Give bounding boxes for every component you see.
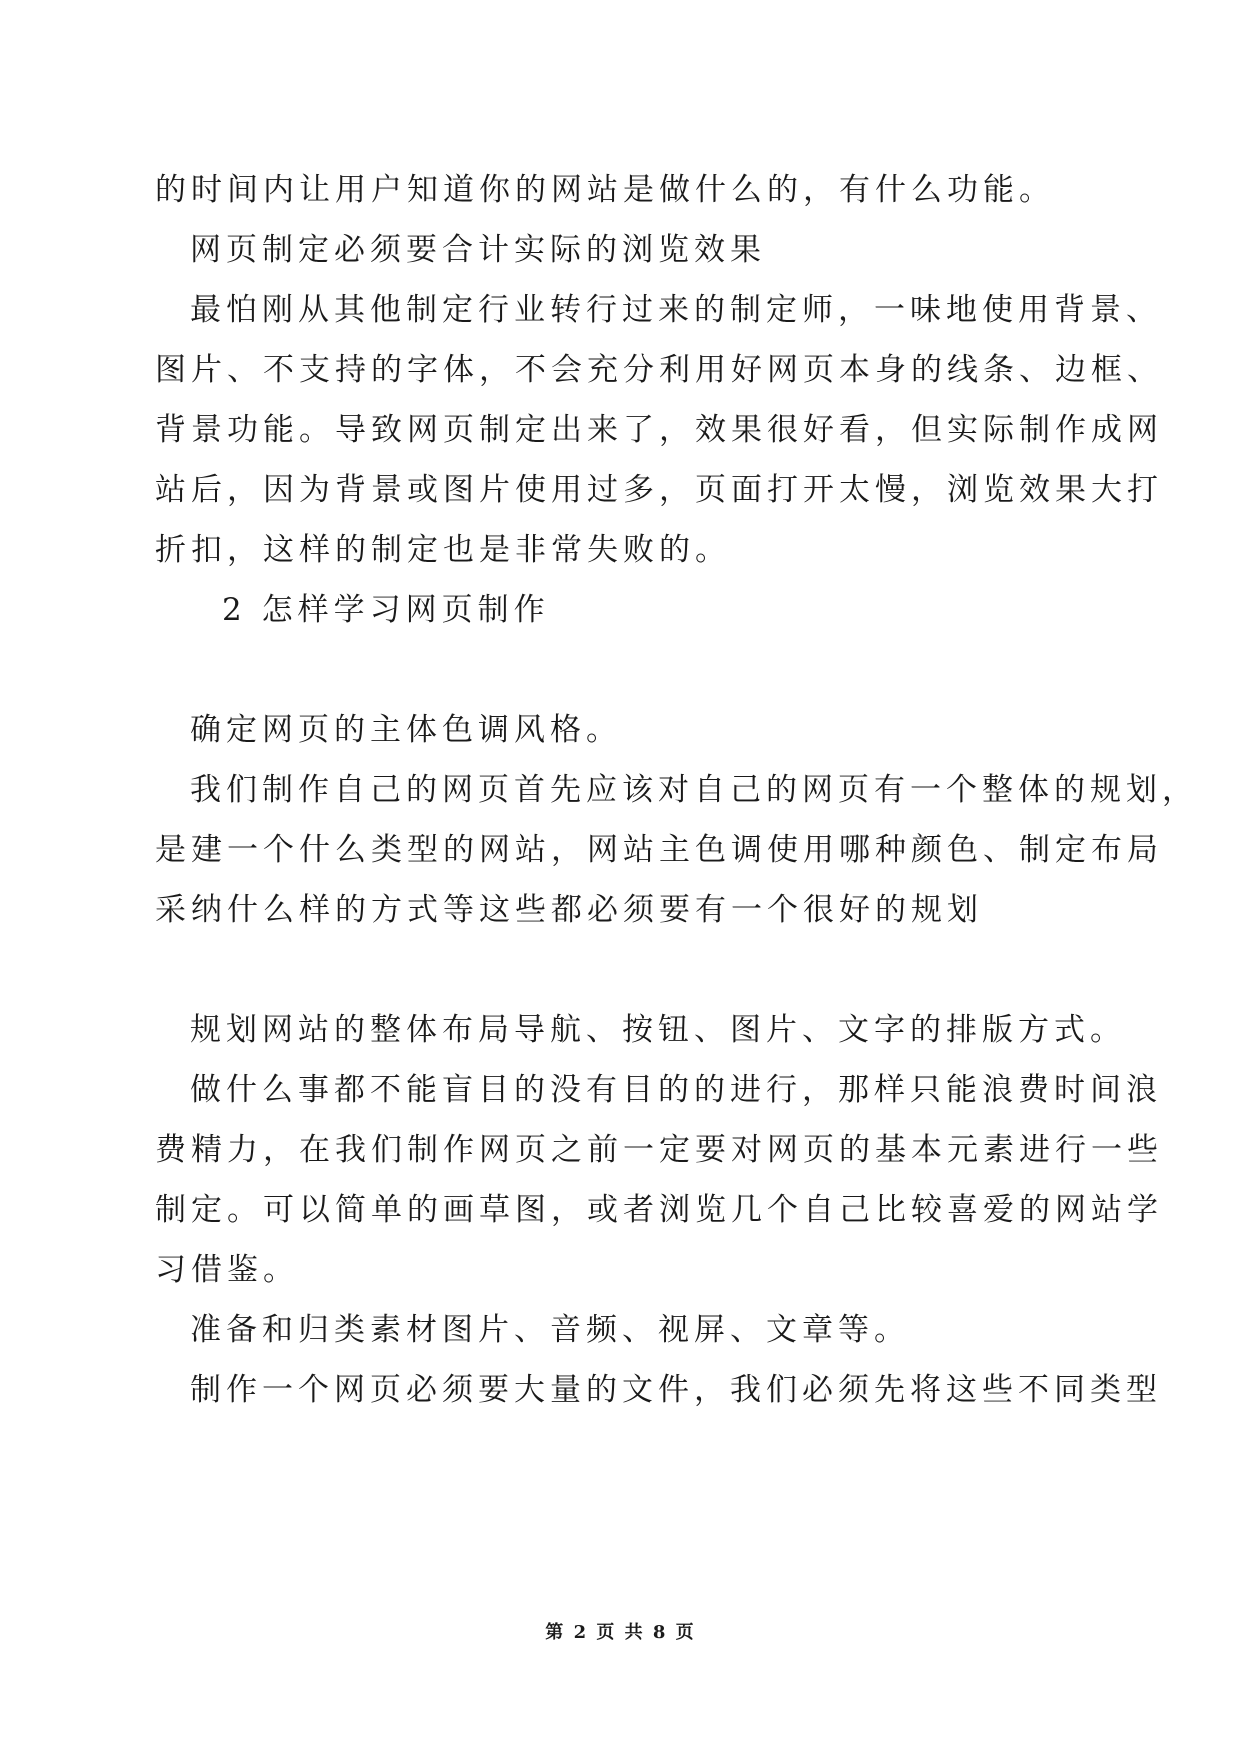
- paragraph-heading: 规划网站的整体布局导航、按钮、图片、文字的排版方式。: [190, 1012, 1126, 1048]
- section-heading: 2 怎样学习网页制作: [222, 592, 550, 628]
- body-text-line: 图片、不支持的字体，不会充分利用好网页本身的线条、边框、: [155, 352, 1163, 388]
- paragraph-heading: 网页制定必须要合计实际的浏览效果: [190, 232, 766, 268]
- paragraph-heading: 准备和归类素材图片、音频、视屏、文章等。: [190, 1312, 910, 1348]
- body-text-line: 最怕刚从其他制定行业转行过来的制定师，一味地使用背景、: [190, 292, 1162, 328]
- body-text-line: 的时间内让用户知道你的网站是做什么的，有什么功能。: [155, 172, 1055, 208]
- paragraph-heading: 确定网页的主体色调风格。: [190, 712, 622, 748]
- page-number-footer: 第 2 页 共 8 页: [545, 1622, 696, 1643]
- body-text-line: 折扣，这样的制定也是非常失败的。: [155, 532, 731, 568]
- body-text-line: 费精力，在我们制作网页之前一定要对网页的基本元素进行一些: [155, 1132, 1163, 1168]
- body-text-line: 制定。可以简单的画草图，或者浏览几个自己比较喜爱的网站学: [155, 1192, 1163, 1228]
- body-text-line: 背景功能。导致网页制定出来了，效果很好看，但实际制作成网: [155, 412, 1163, 448]
- body-text-line: 是建一个什么类型的网站，网站主色调使用哪种颜色、制定布局: [155, 832, 1163, 868]
- body-text-line: 采纳什么样的方式等这些都必须要有一个很好的规划: [155, 892, 983, 928]
- body-text-line: 我们制作自己的网页首先应该对自己的网页有一个整体的规划，: [190, 772, 1198, 808]
- body-text-line: 站后，因为背景或图片使用过多，页面打开太慢，浏览效果大打: [155, 472, 1163, 508]
- body-text-line: 习借鉴。: [155, 1252, 299, 1288]
- body-text-line: 制作一个网页必须要大量的文件，我们必须先将这些不同类型: [190, 1372, 1162, 1408]
- body-text-line: 做什么事都不能盲目的没有目的的进行，那样只能浪费时间浪: [190, 1072, 1162, 1108]
